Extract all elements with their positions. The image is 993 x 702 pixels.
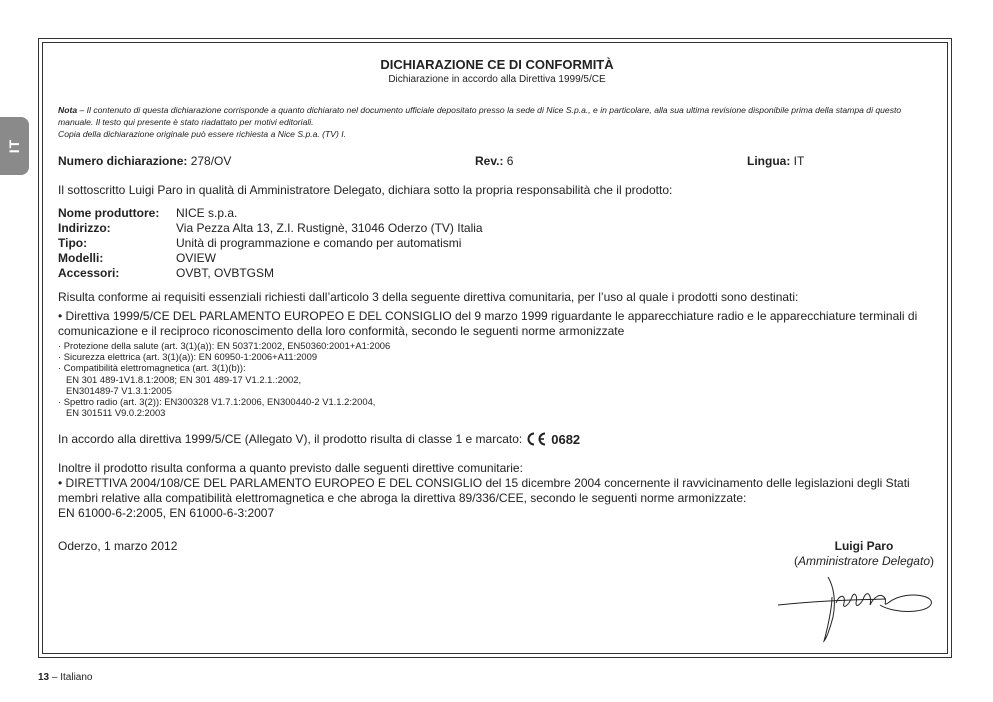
language-value: IT [790,154,805,168]
field-value: OVIEW [176,251,217,265]
norm-item: · Compatibilità elettromagnetica (art. 3(1)(b)): [58,362,246,374]
field-label: Modelli: [58,251,104,265]
other-directives-intro: Inoltre il prodotto risulta conforma a quanto previsto dalle seguenti direttive comunitarie: [58,461,523,476]
declaration-subtitle: Dichiarazione in accordo alla Direttiva 1999/5/CE [388,74,606,85]
ce-mark-icon [526,431,548,447]
requirements-text: Risulta conforme ai requisiti essenziali richiesti dall’articolo 3 della seguente direttiva comunitaria, per l’uso al quale i prodotti sono destinati: [58,290,799,304]
signer-role: Amministratore Delegato [797,554,930,569]
note-line2: Copia della dichiarazione originale può essere richiesta a Nice S.p.a. (TV) I. [58,129,347,139]
declaration-frame [38,38,952,658]
field-row [58,266,936,281]
directive-2004-norms: EN 61000-6-2:2005, EN 61000-6-3:2007 [58,506,275,521]
field-row [58,221,936,236]
product-fields [58,206,936,281]
signer-role-paren-close: ) [930,554,934,569]
field-value: Unità di programmazione e comando per automatismi [176,236,462,250]
field-label: Tipo: [58,236,88,250]
norm-item: · Spettro radio (art. 3(2)): EN300328 V1.7.1:2006, EN300440-2 V1.1.2:2004, [58,396,376,408]
class-text: In accordo alla direttiva 1999/5/CE (Allegato V), il prodotto risulta di classe 1 e marcato: [58,431,523,446]
intro-text: Il sottoscritto Luigi Paro in qualità di Amministratore Delegato, dichiara sotto la propria responsabilità che il prodotto: [58,183,673,197]
norms-list [58,340,936,418]
field-value: NICE s.p.a. [176,206,238,220]
norm-item: · Protezione della salute (art. 3(1)(a)): EN 50371:2002, EN50360:2001+A1:2006 [58,340,391,351]
revision-label: Rev.: [475,154,504,168]
field-label: Indirizzo: [58,221,111,235]
revision [475,154,513,168]
norm-item: EN 301 489-1V1.8.1:2008; EN 301 489-17 V1.2.1.:2002, [66,373,302,385]
signer-block [794,539,934,569]
signature-image [776,567,946,645]
class-line [58,431,936,447]
field-value: Via Pezza Alta 13, Z.I. Rustignè, 31046 Oderzo (TV) Italia [176,221,483,235]
declaration-meta [58,154,936,170]
language-label: Lingua: [747,154,791,168]
field-row [58,206,936,221]
field-row [58,251,936,266]
declaration-number-value: 278/OV [187,154,232,168]
directive-1999-text: • Direttiva 1999/5/CE DEL PARLAMENTO EUROPEO E DEL CONSIGLIO del 9 marzo 1999 riguardante le apparecchiature radio e le apparecchiature terminali di comunicazione e il reciproco riconoscimento della loro conformità, secondo le seguenti norme armonizzate [58,309,918,338]
declaration-number-label: Numero dichiarazione: [58,154,188,168]
declaration-number [58,154,231,168]
field-value: OVBT, OVBTGSM [176,266,275,280]
field-label: Nome produttore: [58,206,160,220]
note-label: Nota [58,105,78,115]
place-date: Oderzo, 1 marzo 2012 [58,539,178,554]
signer-name: Luigi Paro [834,539,894,554]
field-row [58,236,936,251]
ce-number: 0682 [551,431,581,447]
note-block [58,104,936,140]
revision-value: 6 [503,154,514,168]
norm-item: EN 301511 V9.0.2:2003 [66,407,166,419]
page-footer [38,672,93,683]
field-label: Accessori: [58,266,120,280]
directive-2004-text: • DIRETTIVA 2004/108/CE DEL PARLAMENTO EUROPEO E DEL CONSIGLIO del 15 dicembre 2004 concernente il ravvicinamento delle legislazioni degli Stati membri relative alla compatibilità elettromagnetica e che abroga la direttiva 89/336/CEE, secondo le seguenti norme armonizzate: [58,476,910,506]
language-tab-label: IT [6,138,23,154]
norm-item: EN301489-7 V1.3.1:2005 [66,384,172,396]
page-number: 13 [38,672,50,683]
language-tab [0,117,29,175]
declaration-content [58,57,936,629]
norm-item: · Sicurezza elettrica (art. 3(1)(a)): EN 60950-1:2006+A11:2009 [58,351,318,363]
declaration-title: DICHIARAZIONE CE DI CONFORMITÀ [380,57,614,72]
footer-language: – Italiano [49,672,93,683]
language [747,154,804,168]
signer-role-paren-open: ( [793,554,798,569]
note-text: – Il contenuto di questa dichiarazione corrisponde a quanto dichiarato nel documento ufficiale depositato presso la sede di Nice S.p.a., e in particolare, alla sua ultima revisione disponibile prima della stampa di questo manuale. Il testo qui presente è stato riadattato per motivi editoriali. [58,105,902,127]
signature-section [58,539,936,629]
